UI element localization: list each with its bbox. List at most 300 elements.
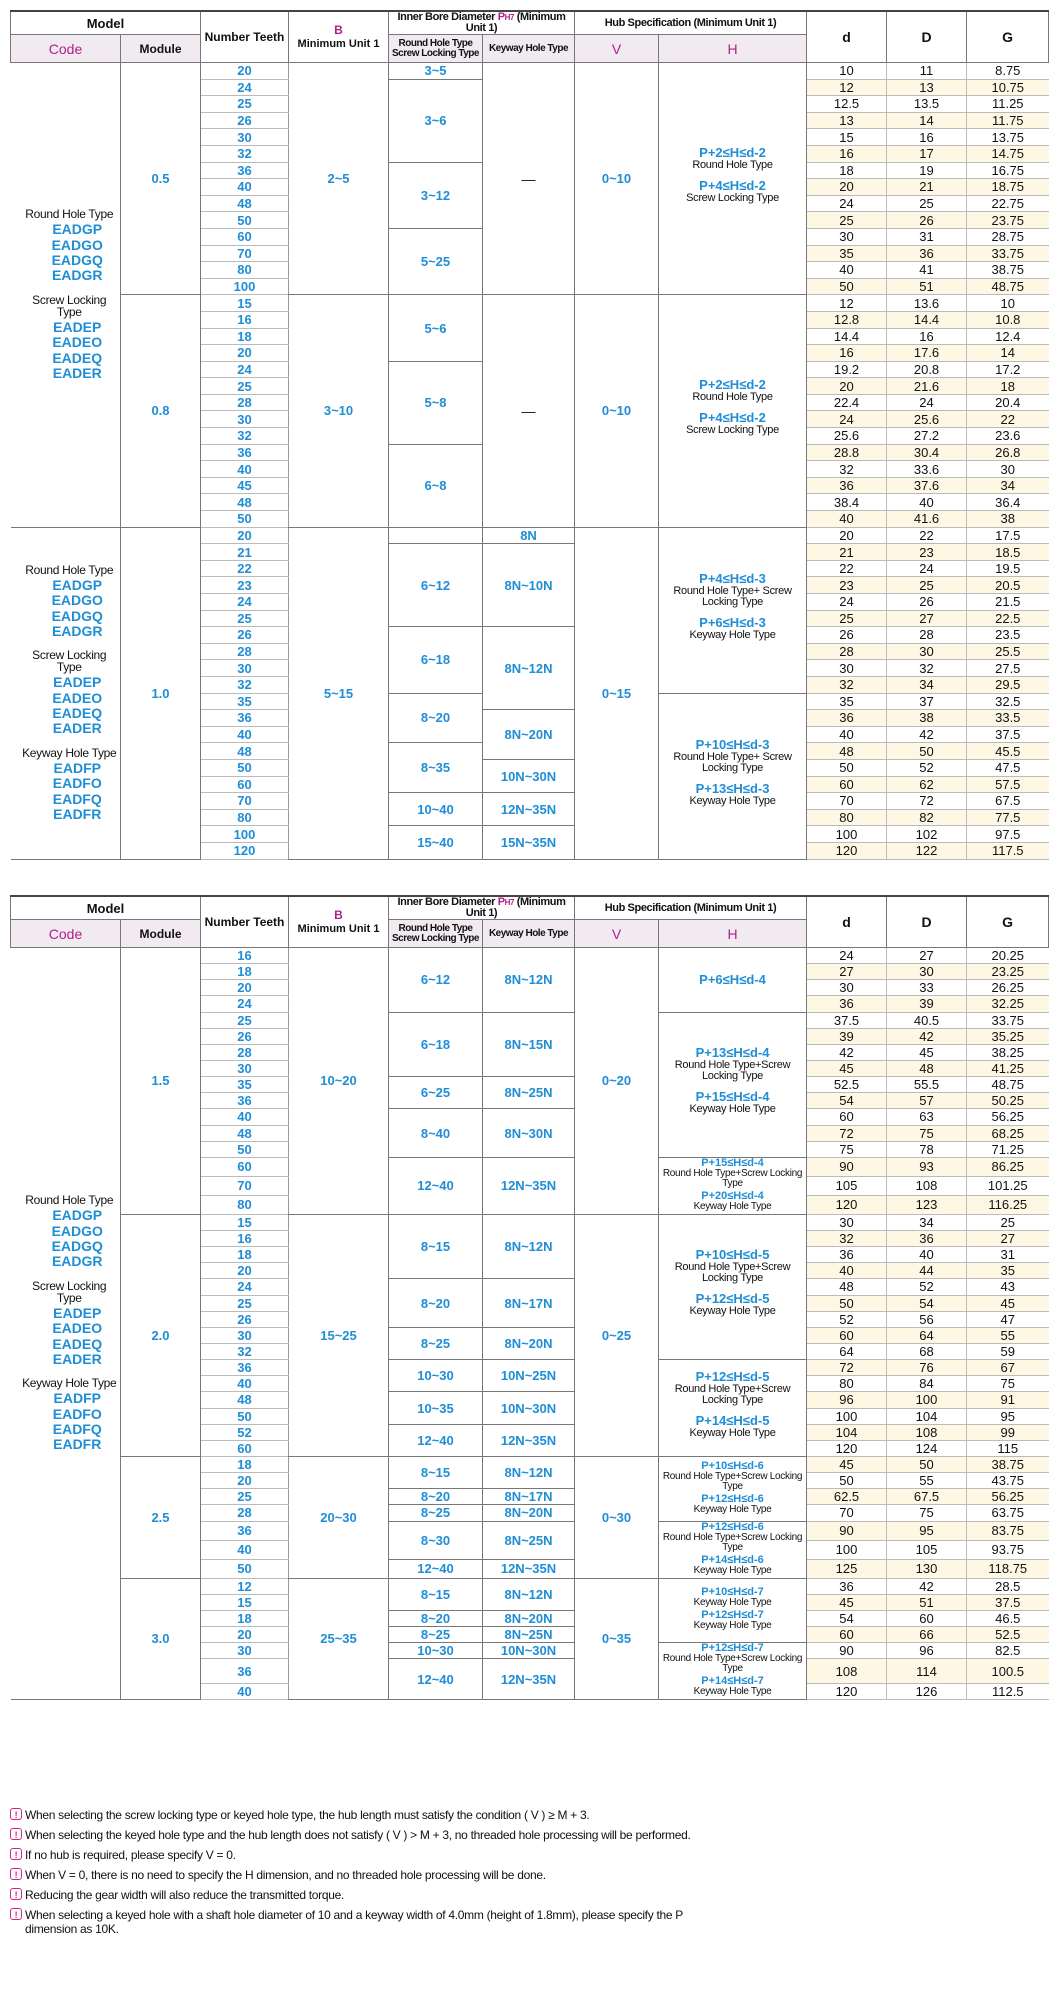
D-value: 26 <box>887 212 967 229</box>
keyway-bore-value: — <box>483 295 575 527</box>
round-bore-value: 12~40 <box>389 1659 483 1700</box>
round-bore-value: 5~8 <box>389 361 483 444</box>
G-value: 28.5 <box>967 1578 1049 1594</box>
round-bore-value: 8~20 <box>389 1610 483 1626</box>
teeth-value: 70 <box>201 245 289 262</box>
D-value: 42 <box>887 1578 967 1594</box>
D-value: 30.4 <box>887 444 967 461</box>
teeth-value: 20 <box>201 1263 289 1279</box>
product-code: EADGP <box>52 221 103 238</box>
D-value: 20.8 <box>887 361 967 378</box>
G-value: 48.75 <box>967 278 1049 295</box>
d-value: 120 <box>807 1440 887 1456</box>
D-value: 33.6 <box>887 461 967 478</box>
G-value: 22 <box>967 411 1049 428</box>
b-value: 3~10 <box>289 295 389 527</box>
G-value: 45.5 <box>967 743 1049 760</box>
G-value: 18.75 <box>967 179 1049 196</box>
product-code: EADFO <box>52 775 102 792</box>
teeth-value: 60 <box>201 1157 289 1176</box>
teeth-value: 20 <box>201 980 289 996</box>
product-code: EADGR <box>51 267 103 284</box>
D-value: 108 <box>887 1424 967 1440</box>
D-value: 37.6 <box>887 477 967 494</box>
G-value: 46.5 <box>967 1610 1049 1626</box>
d-value: 52.5 <box>807 1077 887 1093</box>
teeth-value: 25 <box>201 610 289 627</box>
teeth-value: 36 <box>201 1360 289 1376</box>
teeth-value: 36 <box>201 710 289 727</box>
teeth-value: 20 <box>201 1473 289 1489</box>
G-value: 95 <box>967 1408 1049 1424</box>
D-value: 11 <box>887 63 967 80</box>
G-value: 29.5 <box>967 676 1049 693</box>
teeth-value: 28 <box>201 1044 289 1060</box>
d-value: 16 <box>807 145 887 162</box>
round-bore-value: 8~20 <box>389 1489 483 1505</box>
teeth-value: 24 <box>201 996 289 1012</box>
h-type-label: Keyway Hole Type <box>693 1597 772 1609</box>
product-code: EADEO <box>52 1320 103 1337</box>
table-row <box>11 948 1049 964</box>
G-value: 48.75 <box>967 1077 1049 1093</box>
teeth-value: 80 <box>201 809 289 826</box>
note-text: If no hub is required, please specify V = 0. <box>25 1848 236 1862</box>
G-value: 101.25 <box>967 1176 1049 1195</box>
header-module: Module <box>121 920 201 948</box>
D-value: 96 <box>887 1643 967 1659</box>
teeth-value: 21 <box>201 544 289 561</box>
hub-h-cell <box>659 63 807 295</box>
keyway-bore-value: — <box>483 63 575 295</box>
d-value: 13 <box>807 112 887 129</box>
header-code: Code <box>11 920 121 948</box>
D-value: 26 <box>887 594 967 611</box>
header-round-type-line2: Screw Locking Type <box>392 47 479 59</box>
product-code: EADEQ <box>52 1335 103 1352</box>
header-inner-bore <box>389 11 575 35</box>
teeth-value: 25 <box>201 1489 289 1505</box>
G-value: 55 <box>967 1327 1049 1343</box>
round-bore-value: 12~40 <box>389 1424 483 1456</box>
h-type-label: Round Hole Type+Screw Locking Type <box>674 1059 791 1083</box>
teeth-value: 50 <box>201 1141 289 1157</box>
G-value: 91 <box>967 1392 1049 1408</box>
d-value: 12.5 <box>807 96 887 113</box>
G-value: 99 <box>967 1424 1049 1440</box>
keyway-bore-value: 8N~25N <box>483 1077 575 1109</box>
module-value: 1.0 <box>121 527 201 859</box>
teeth-value: 60 <box>201 1440 289 1456</box>
G-value: 71.25 <box>967 1141 1049 1157</box>
D-value: 27 <box>887 610 967 627</box>
b-value: 10~20 <box>289 948 389 1215</box>
d-value: 24 <box>807 411 887 428</box>
D-value: 40 <box>887 1247 967 1263</box>
keyway-bore-value: 8N~12N <box>483 948 575 1013</box>
D-value: 95 <box>887 1521 967 1540</box>
h-formula: P+4≤H≤d-2 <box>699 177 766 193</box>
note-item <box>10 1828 1010 1848</box>
header-b <box>289 896 389 948</box>
d-value: 64 <box>807 1343 887 1359</box>
teeth-value: 16 <box>201 948 289 964</box>
d-value: 36 <box>807 710 887 727</box>
teeth-value: 36 <box>201 1521 289 1540</box>
D-value: 84 <box>887 1376 967 1392</box>
header-h: H <box>659 35 807 63</box>
d-value: 50 <box>807 1473 887 1489</box>
product-code: EADGR <box>51 622 103 639</box>
code-cell <box>11 63 121 528</box>
teeth-value: 50 <box>201 511 289 528</box>
product-code: EADFP <box>53 1390 101 1407</box>
alert-icon: ! <box>10 1868 22 1880</box>
table-row <box>11 295 1049 312</box>
teeth-value: 25 <box>201 96 289 113</box>
G-value: 17.2 <box>967 361 1049 378</box>
D-value: 63 <box>887 1109 967 1125</box>
G-value: 31 <box>967 1247 1049 1263</box>
D-value: 76 <box>887 1360 967 1376</box>
h-type-label: Screw Locking Type <box>686 191 779 204</box>
D-value: 122 <box>887 842 967 859</box>
h-type-label: Round Hole Type <box>692 390 773 403</box>
G-value: 11.75 <box>967 112 1049 129</box>
teeth-value: 35 <box>201 693 289 710</box>
d-value: 19.2 <box>807 361 887 378</box>
d-value: 30 <box>807 980 887 996</box>
D-value: 126 <box>887 1683 967 1699</box>
G-value: 11.25 <box>967 96 1049 113</box>
header-number-teeth: Number Teeth <box>201 11 289 63</box>
G-value: 35 <box>967 1263 1049 1279</box>
teeth-value: 15 <box>201 1594 289 1610</box>
D-value: 60 <box>887 1610 967 1626</box>
teeth-value: 40 <box>201 461 289 478</box>
D-value: 62 <box>887 776 967 793</box>
header-b <box>289 11 389 63</box>
keyway-bore-value: 10N~30N <box>483 1643 575 1659</box>
round-bore-value: 6~18 <box>389 627 483 693</box>
b-value: 5~15 <box>289 527 389 859</box>
D-value: 55.5 <box>887 1077 967 1093</box>
D-value: 38 <box>887 710 967 727</box>
G-value: 33.5 <box>967 710 1049 727</box>
teeth-value: 50 <box>201 759 289 776</box>
header-round-type-line1: Round Hole Type <box>398 922 473 934</box>
G-value: 116.25 <box>967 1195 1049 1214</box>
d-value: 60 <box>807 1109 887 1125</box>
teeth-value: 48 <box>201 1125 289 1141</box>
round-bore-value <box>389 527 483 544</box>
D-value: 40 <box>887 494 967 511</box>
D-value: 105 <box>887 1540 967 1559</box>
keyway-bore-value: 12N~35N <box>483 1659 575 1700</box>
hub-h-cell <box>659 527 807 693</box>
teeth-value: 40 <box>201 1683 289 1699</box>
round-bore-value: 6~18 <box>389 1012 483 1077</box>
D-value: 102 <box>887 826 967 843</box>
keyway-bore-value: 8N~25N <box>483 1626 575 1642</box>
d-value: 52 <box>807 1311 887 1327</box>
keyway-bore-value: 10N~30N <box>483 759 575 792</box>
product-code: EADER <box>52 720 102 737</box>
G-value: 23.25 <box>967 964 1049 980</box>
G-value: 67 <box>967 1360 1049 1376</box>
alert-icon: ! <box>10 1848 22 1860</box>
d-value: 38.4 <box>807 494 887 511</box>
header-bore-p: P <box>497 11 505 23</box>
d-value: 32 <box>807 1230 887 1246</box>
h-type-label: Screw Locking Type <box>686 423 779 436</box>
d-value: 25 <box>807 212 887 229</box>
G-value: 82.5 <box>967 1643 1049 1659</box>
teeth-value: 25 <box>201 378 289 395</box>
header-number-teeth: Number Teeth <box>201 896 289 948</box>
header-bore-prefix: Inner Bore Diameter <box>397 11 498 23</box>
D-value: 68 <box>887 1343 967 1359</box>
teeth-value: 24 <box>201 79 289 96</box>
code-group-label: Screw Locking Type <box>32 1278 107 1305</box>
d-value: 120 <box>807 1195 887 1214</box>
D-value: 27.2 <box>887 428 967 445</box>
h-type-label: Keyway Hole Type <box>689 628 776 641</box>
product-code: EADER <box>52 1350 102 1367</box>
teeth-value: 36 <box>201 162 289 179</box>
header-g-col: G <box>967 896 1049 948</box>
G-value: 20.25 <box>967 948 1049 964</box>
D-value: 13 <box>887 79 967 96</box>
h-formula: P+6≤H≤d-4 <box>699 972 766 988</box>
header-round-type <box>389 920 483 948</box>
code-group-label: Screw Locking Type <box>32 292 107 319</box>
header-b-sub: Minimum Unit 1 <box>297 38 380 50</box>
round-bore-value: 6~12 <box>389 544 483 627</box>
hub-h-cell <box>659 1157 807 1214</box>
round-bore-value: 8~15 <box>389 1456 483 1488</box>
G-value: 23.75 <box>967 212 1049 229</box>
module-value: 1.5 <box>121 948 201 1215</box>
module-value: 2.5 <box>121 1456 201 1578</box>
D-value: 24 <box>887 394 967 411</box>
G-value: 38.75 <box>967 262 1049 279</box>
product-code: EADEO <box>52 689 103 706</box>
keyway-bore-value: 12N~35N <box>483 1157 575 1214</box>
teeth-value: 40 <box>201 179 289 196</box>
D-value: 75 <box>887 1505 967 1521</box>
round-bore-value: 8~25 <box>389 1626 483 1642</box>
h-type-label: Keyway Hole Type <box>689 1305 776 1318</box>
h-formula: P+4≤H≤d-2 <box>699 409 766 425</box>
teeth-value: 30 <box>201 411 289 428</box>
d-value: 40 <box>807 726 887 743</box>
d-value: 90 <box>807 1157 887 1176</box>
keyway-bore-value: 15N~35N <box>483 826 575 859</box>
D-value: 114 <box>887 1659 967 1684</box>
h-formula: P+14≤H≤d-7 <box>701 1675 764 1688</box>
G-value: 25.5 <box>967 643 1049 660</box>
d-value: 45 <box>807 1060 887 1076</box>
h-type-label: Round Hole Type+Screw Locking Type <box>662 1167 803 1189</box>
G-value: 33.75 <box>967 245 1049 262</box>
h-type-label: Round Hole Type+Screw Locking Type <box>674 1382 791 1406</box>
round-bore-value: 8~20 <box>389 1279 483 1327</box>
round-bore-value: 3~12 <box>389 162 483 228</box>
h-type-label: Keyway Hole Type <box>693 1564 772 1576</box>
D-value: 52 <box>887 759 967 776</box>
b-value: 25~35 <box>289 1578 389 1700</box>
hub-h-cell <box>659 1012 807 1157</box>
h-formula: P+2≤H≤d-2 <box>699 144 766 160</box>
keyway-bore-value: 8N <box>483 527 575 544</box>
d-value: 36 <box>807 477 887 494</box>
h-type-label: Round Hole Type+Screw Locking Type <box>662 1531 803 1553</box>
D-value: 28 <box>887 627 967 644</box>
keyway-bore-value: 8N~10N <box>483 544 575 627</box>
G-value: 47.5 <box>967 759 1049 776</box>
G-value: 83.75 <box>967 1521 1049 1540</box>
hub-h-cell <box>659 693 807 859</box>
product-code: EADFQ <box>52 1421 102 1438</box>
D-value: 13.6 <box>887 295 967 312</box>
teeth-value: 18 <box>201 1456 289 1472</box>
header-v: V <box>575 35 659 63</box>
d-value: 25 <box>807 610 887 627</box>
D-value: 25 <box>887 195 967 212</box>
D-value: 55 <box>887 1473 967 1489</box>
teeth-value: 35 <box>201 1077 289 1093</box>
keyway-bore-value: 8N~20N <box>483 1610 575 1626</box>
d-value: 96 <box>807 1392 887 1408</box>
header-code: Code <box>11 35 121 63</box>
table-row <box>11 63 1049 80</box>
v-value: 0~20 <box>575 948 659 1215</box>
hub-h-cell <box>659 295 807 527</box>
note-item <box>10 1868 1010 1888</box>
d-value: 62.5 <box>807 1489 887 1505</box>
table-row <box>11 1456 1049 1472</box>
teeth-value: 48 <box>201 1392 289 1408</box>
D-value: 75 <box>887 1125 967 1141</box>
product-code: EADEP <box>53 674 102 691</box>
teeth-value: 20 <box>201 63 289 80</box>
d-value: 45 <box>807 1594 887 1610</box>
header-row-1 <box>11 11 1049 35</box>
h-formula: P+20≤H≤d-4 <box>701 1189 764 1202</box>
d-value: 54 <box>807 1610 887 1626</box>
d-value: 60 <box>807 1327 887 1343</box>
note-text: When V = 0, there is no need to specify the H dimension, and no threaded hole processing will be done. <box>25 1868 546 1882</box>
h-type-label: Keyway Hole Type <box>693 1620 772 1632</box>
product-code: EADFQ <box>52 790 102 807</box>
d-value: 21 <box>807 544 887 561</box>
d-value: 15 <box>807 129 887 146</box>
product-code: EADEO <box>52 334 103 351</box>
G-value: 50.25 <box>967 1093 1049 1109</box>
teeth-value: 80 <box>201 1195 289 1214</box>
teeth-value: 25 <box>201 1012 289 1028</box>
alert-icon: ! <box>10 1808 22 1820</box>
d-value: 32 <box>807 461 887 478</box>
D-value: 30 <box>887 643 967 660</box>
teeth-value: 30 <box>201 129 289 146</box>
product-code: EADGQ <box>51 1237 103 1254</box>
D-value: 50 <box>887 1456 967 1472</box>
table-row <box>11 527 1049 544</box>
h-formula: P+14≤H≤d-6 <box>701 1553 764 1566</box>
h-type-label: Round Hole Type+ Screw Locking Type <box>673 584 792 608</box>
keyway-bore-value: 8N~12N <box>483 1578 575 1610</box>
D-value: 16 <box>887 129 967 146</box>
alert-icon: ! <box>10 1908 22 1920</box>
G-value: 38.75 <box>967 1456 1049 1472</box>
d-value: 24 <box>807 948 887 964</box>
product-code: EADFR <box>53 806 102 823</box>
teeth-value: 30 <box>201 1060 289 1076</box>
d-value: 32 <box>807 676 887 693</box>
header-b-label: B <box>334 908 343 922</box>
h-type-label: Keyway Hole Type <box>693 1503 772 1515</box>
teeth-value: 18 <box>201 964 289 980</box>
d-value: 24 <box>807 195 887 212</box>
v-value: 0~10 <box>575 295 659 527</box>
teeth-value: 32 <box>201 145 289 162</box>
G-value: 86.25 <box>967 1157 1049 1176</box>
teeth-value: 40 <box>201 1540 289 1559</box>
header-bore-h7: H7 <box>504 13 515 22</box>
G-value: 27 <box>967 1230 1049 1246</box>
d-value: 104 <box>807 1424 887 1440</box>
keyway-bore-value: 8N~30N <box>483 1109 575 1157</box>
keyway-bore-value: 8N~15N <box>483 1012 575 1077</box>
teeth-value: 40 <box>201 1376 289 1392</box>
notes-section <box>10 1808 1010 1944</box>
D-value: 100 <box>887 1392 967 1408</box>
round-bore-value: 6~12 <box>389 948 483 1013</box>
round-bore-value: 10~35 <box>389 1392 483 1424</box>
teeth-value: 100 <box>201 826 289 843</box>
G-value: 21.5 <box>967 594 1049 611</box>
header-d-col: d <box>807 11 887 63</box>
G-value: 20.4 <box>967 394 1049 411</box>
d-value: 80 <box>807 809 887 826</box>
d-value: 72 <box>807 1125 887 1141</box>
G-value: 14 <box>967 345 1049 362</box>
G-value: 112.5 <box>967 1683 1049 1699</box>
G-value: 56.25 <box>967 1109 1049 1125</box>
teeth-value: 48 <box>201 195 289 212</box>
header-model: Model <box>11 11 201 35</box>
G-value: 34 <box>967 477 1049 494</box>
G-value: 68.25 <box>967 1125 1049 1141</box>
d-value: 100 <box>807 1540 887 1559</box>
teeth-value: 18 <box>201 328 289 345</box>
note-item <box>10 1908 1010 1944</box>
header-bore-h7: H7 <box>504 898 515 907</box>
hub-h-cell <box>659 1456 807 1521</box>
d-value: 108 <box>807 1659 887 1684</box>
teeth-value: 20 <box>201 1626 289 1642</box>
d-value: 90 <box>807 1521 887 1540</box>
keyway-bore-value: 12N~35N <box>483 793 575 826</box>
d-value: 23 <box>807 577 887 594</box>
header-module: Module <box>121 35 201 63</box>
D-value: 52 <box>887 1279 967 1295</box>
G-value: 23.5 <box>967 627 1049 644</box>
product-code: EADFO <box>52 1405 102 1422</box>
module-value: 2.0 <box>121 1214 201 1456</box>
